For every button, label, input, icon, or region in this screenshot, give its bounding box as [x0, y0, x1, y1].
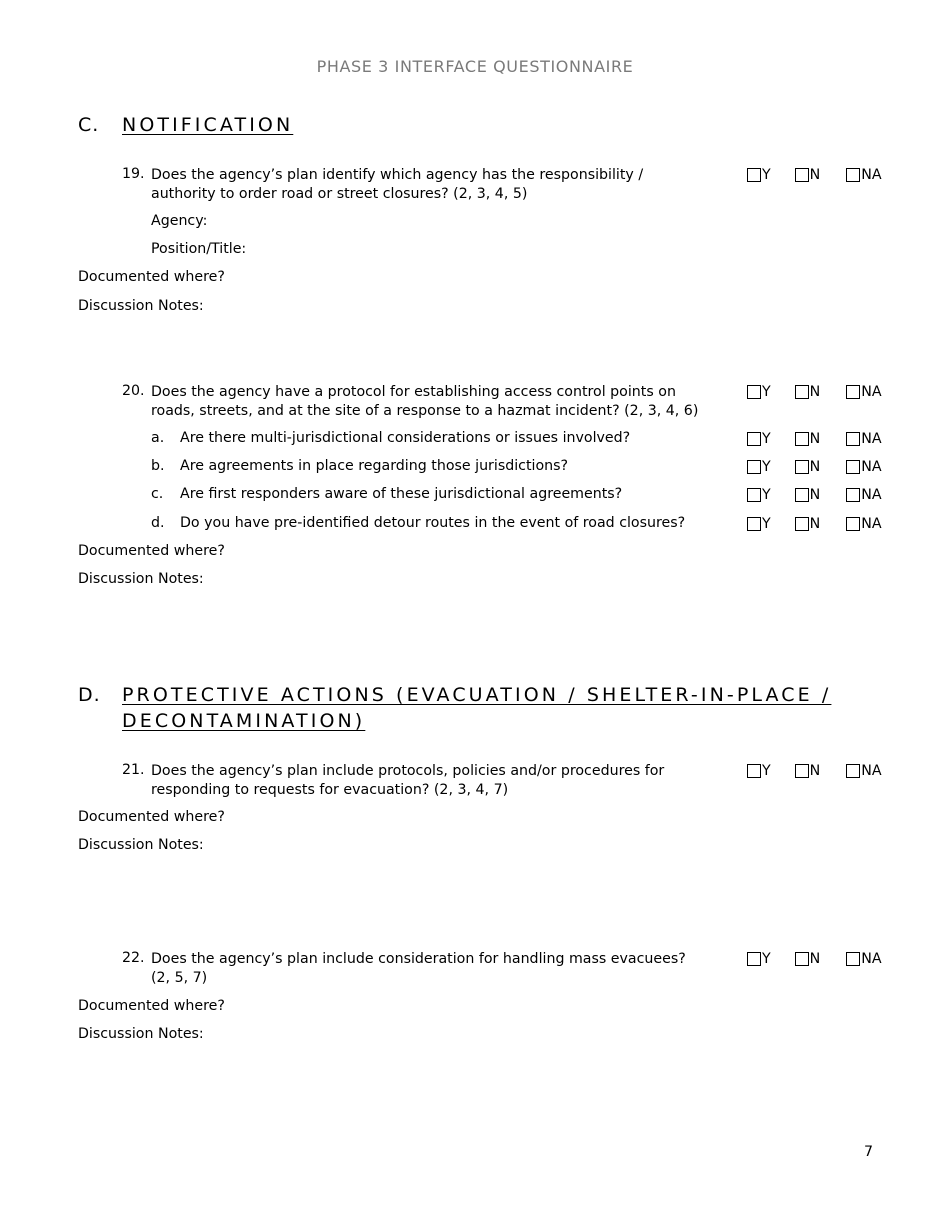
q20-line2: roads, streets, and at the site of a response to a hazmat incident? (2, 3, 4, 6) — [151, 402, 699, 419]
q19-number: 19. — [122, 166, 145, 182]
q19-agency-label: Agency: — [151, 213, 208, 229]
q19-text — [151, 166, 643, 203]
q20a-yes-option[interactable]: Y — [747, 431, 771, 447]
q21-line1: Does the agency’s plan include protocols, policies and/or procedures for — [151, 763, 665, 779]
checkbox-icon[interactable] — [795, 517, 809, 531]
checkbox-icon[interactable] — [747, 517, 761, 531]
q20-answer-group — [747, 383, 882, 401]
q20b-text: Are agreements in place regarding those jurisdictions? — [180, 458, 569, 474]
checkbox-icon[interactable] — [795, 385, 809, 399]
q22-no-option[interactable]: N — [795, 951, 821, 967]
q20b-answer-group — [747, 458, 882, 476]
section-d-title-line2: DECONTAMINATION) — [122, 710, 366, 732]
q22-line2: (2, 5, 7) — [151, 969, 208, 986]
checkbox-icon[interactable] — [846, 764, 860, 778]
q20d-answer-group — [747, 515, 882, 533]
q19-position-label: Position/Title: — [151, 241, 247, 257]
q20b-no-option[interactable]: N — [795, 459, 821, 475]
section-c-letter: C. — [78, 114, 100, 136]
q21-text — [151, 762, 664, 799]
checkbox-icon[interactable] — [795, 488, 809, 502]
checkbox-icon[interactable] — [846, 385, 860, 399]
q20c-answer-group — [747, 486, 882, 504]
checkbox-icon[interactable] — [747, 488, 761, 502]
q20-yes-option[interactable]: Y — [747, 384, 771, 400]
q21-notes-label: Discussion Notes: — [78, 837, 204, 853]
page-number: 7 — [863, 1144, 873, 1160]
checkbox-icon[interactable] — [846, 517, 860, 531]
checkbox-icon[interactable] — [747, 460, 761, 474]
q21-number: 21. — [122, 762, 145, 778]
q20a-no-option[interactable]: N — [795, 431, 821, 447]
q19-answer-group — [747, 166, 882, 184]
q22-notes-label: Discussion Notes: — [78, 1026, 204, 1042]
q20-text — [151, 383, 698, 420]
q22-answer-group — [747, 950, 882, 968]
page-header: PHASE 3 INTERFACE QUESTIONNAIRE — [316, 57, 634, 76]
checkbox-icon[interactable] — [795, 764, 809, 778]
q21-yes-option[interactable]: Y — [747, 763, 771, 779]
q21-answer-group — [747, 762, 882, 780]
section-d-title — [122, 682, 831, 734]
q20a-letter: a. — [151, 430, 165, 446]
q22-text — [151, 950, 686, 987]
checkbox-icon[interactable] — [747, 385, 761, 399]
q20b-na-option[interactable]: NA — [846, 459, 881, 475]
q21-documented-label: Documented where? — [78, 809, 225, 825]
q20a-answer-group — [747, 430, 882, 448]
checkbox-icon[interactable] — [846, 432, 860, 446]
q20a-na-option[interactable]: NA — [846, 431, 881, 447]
q20-na-option[interactable]: NA — [846, 384, 881, 400]
checkbox-icon[interactable] — [795, 460, 809, 474]
q20-notes-label: Discussion Notes: — [78, 571, 204, 587]
q19-yes-option[interactable]: Y — [747, 167, 771, 183]
q20b-letter: b. — [151, 458, 165, 474]
q20d-no-option[interactable]: N — [795, 516, 821, 532]
checkbox-icon[interactable] — [795, 952, 809, 966]
checkbox-icon[interactable] — [747, 168, 761, 182]
checkbox-icon[interactable] — [846, 488, 860, 502]
section-d-letter: D. — [78, 684, 101, 706]
q20-documented-label: Documented where? — [78, 543, 225, 559]
q22-documented-label: Documented where? — [78, 998, 225, 1014]
q20c-yes-option[interactable]: Y — [747, 487, 771, 503]
checkbox-icon[interactable] — [747, 764, 761, 778]
q22-line1: Does the agency’s plan include consideration for handling mass evacuees? — [151, 951, 686, 967]
section-d-title-line1: PROTECTIVE ACTIONS (EVACUATION / SHELTER-IN-PLACE / — [122, 684, 832, 706]
q19-notes-label: Discussion Notes: — [78, 298, 204, 314]
q20-number: 20. — [122, 383, 145, 399]
q21-no-option[interactable]: N — [795, 763, 821, 779]
q20d-letter: d. — [151, 515, 165, 531]
q22-na-option[interactable]: NA — [846, 951, 881, 967]
checkbox-icon[interactable] — [795, 168, 809, 182]
q21-na-option[interactable]: NA — [846, 763, 881, 779]
q19-documented-label: Documented where? — [78, 269, 225, 285]
q20c-no-option[interactable]: N — [795, 487, 821, 503]
checkbox-icon[interactable] — [747, 432, 761, 446]
q20c-text: Are first responders aware of these jurisdictional agreements? — [180, 486, 623, 502]
q20a-text: Are there multi-jurisdictional considerations or issues involved? — [180, 430, 631, 446]
q20-no-option[interactable]: N — [795, 384, 821, 400]
q19-na-option[interactable]: NA — [846, 167, 881, 183]
q20b-yes-option[interactable]: Y — [747, 459, 771, 475]
q20c-letter: c. — [151, 486, 164, 502]
q22-yes-option[interactable]: Y — [747, 951, 771, 967]
q22-number: 22. — [122, 950, 145, 966]
checkbox-icon[interactable] — [846, 460, 860, 474]
q20d-yes-option[interactable]: Y — [747, 516, 771, 532]
q21-line2: responding to requests for evacuation? (2, 3, 4, 7) — [151, 781, 509, 798]
checkbox-icon[interactable] — [795, 432, 809, 446]
q20d-na-option[interactable]: NA — [846, 516, 881, 532]
checkbox-icon[interactable] — [846, 952, 860, 966]
checkbox-icon[interactable] — [747, 952, 761, 966]
q20d-text: Do you have pre-identified detour routes in the event of road closures? — [180, 515, 686, 531]
q20c-na-option[interactable]: NA — [846, 487, 881, 503]
q20-line1: Does the agency have a protocol for establishing access control points on — [151, 384, 676, 400]
q19-line2: authority to order road or street closures? (2, 3, 4, 5) — [151, 185, 528, 202]
checkbox-icon[interactable] — [846, 168, 860, 182]
section-c-title: NOTIFICATION — [122, 114, 294, 136]
q19-no-option[interactable]: N — [795, 167, 821, 183]
q19-line1: Does the agency’s plan identify which agency has the responsibility / — [151, 167, 644, 183]
